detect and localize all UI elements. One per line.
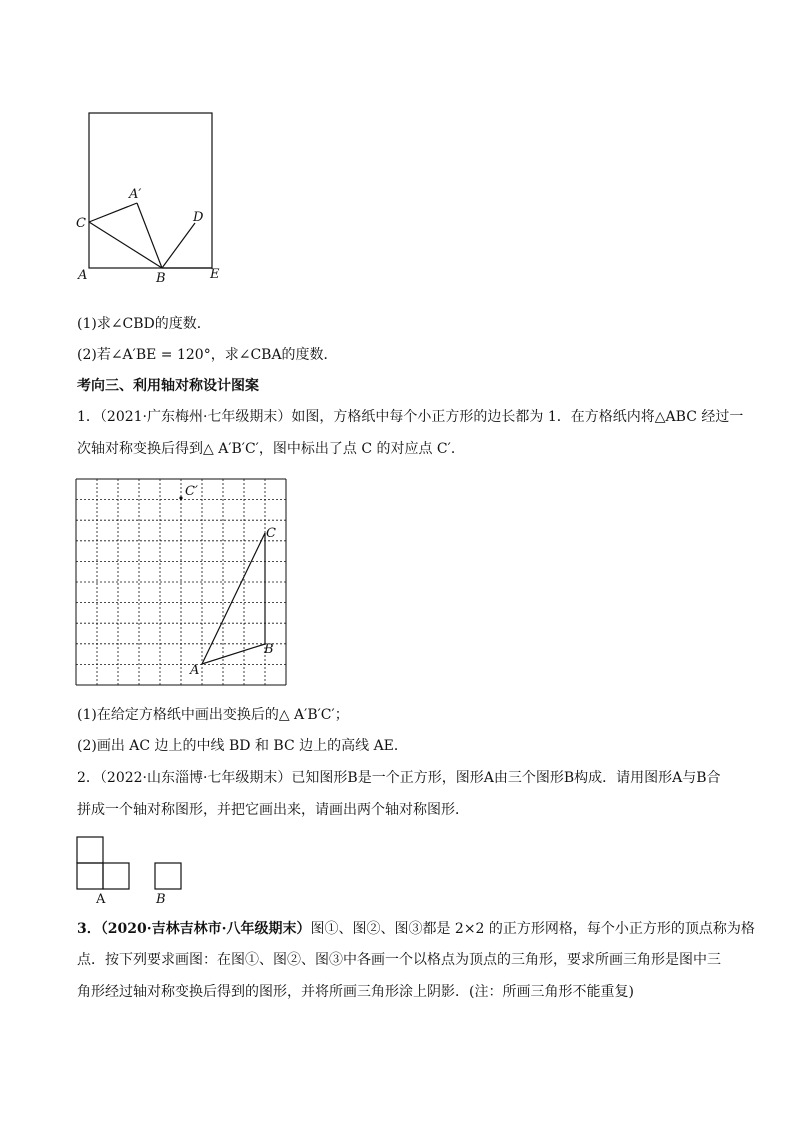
problem2-line2: 拼成一个轴对称图形，并把它画出来，请画出两个轴对称图形． <box>77 802 469 818</box>
problem1-sub1: (1)在给定方格纸中画出变换后的△ A′B′C′； <box>77 707 349 723</box>
problem1-line2: 次轴对称变换后得到△ A′B′C′，图中标出了点 C 的对应点 C′． <box>77 441 465 457</box>
grid-label-A: A <box>190 663 200 678</box>
fold-figure <box>70 105 230 290</box>
grid-label-C: C <box>266 526 276 541</box>
label-A-prime: A′ <box>129 187 142 202</box>
problem1-sub2: (2)画出 AC 边上的中线 BD 和 BC 边上的高线 AE． <box>77 738 408 754</box>
problem3-line2: 点．按下列要求画图：在图①、图②、图③中各画一个以格点为顶点的三角形，要求所画三角形是图中三 <box>77 952 721 968</box>
problem3-line1 <box>77 919 755 939</box>
grid-label-C-prime: C′ <box>185 484 198 499</box>
label-A: A <box>78 268 88 283</box>
label-C: C <box>76 216 86 231</box>
section-heading: 考向三、利用轴对称设计图案 <box>77 378 259 394</box>
shape-label-B: B <box>156 892 166 907</box>
label-D: D <box>193 210 204 225</box>
problem3-source: 3．（2020·吉林吉林市·八年级期末） <box>77 921 311 937</box>
label-B: B <box>156 271 166 286</box>
label-E: E <box>210 267 220 282</box>
grid-label-B: B <box>264 642 274 657</box>
problem3-line1-text: 图①、图②、图③都是 2×2 的正方形网格，每个小正方形的顶点称为格 <box>310 921 755 937</box>
problem1-line1: 1．（2021·广东梅州·七年级期末）如图，方格纸中每个小正方形的边长都为 1．在方格纸内将△ABC 经过一 <box>77 409 744 425</box>
problem2-line1: 2．（2022·山东淄博·七年级期末）已知图形B是一个正方形，图形A由三个图形B构成．请用图形A与B合 <box>77 770 721 786</box>
shape-label-A: A <box>96 892 106 907</box>
shapes-figure <box>70 832 200 907</box>
grid-figure <box>70 470 300 690</box>
problem3-line3: 角形经过轴对称变换后得到的图形，并将所画三角形涂上阴影．(注：所画三角形不能重复) <box>77 984 634 1000</box>
question-part-1: (1)求∠CBD的度数． <box>77 316 211 332</box>
question-part-2: (2)若∠A′BE = 120°，求∠CBA的度数． <box>77 347 338 363</box>
